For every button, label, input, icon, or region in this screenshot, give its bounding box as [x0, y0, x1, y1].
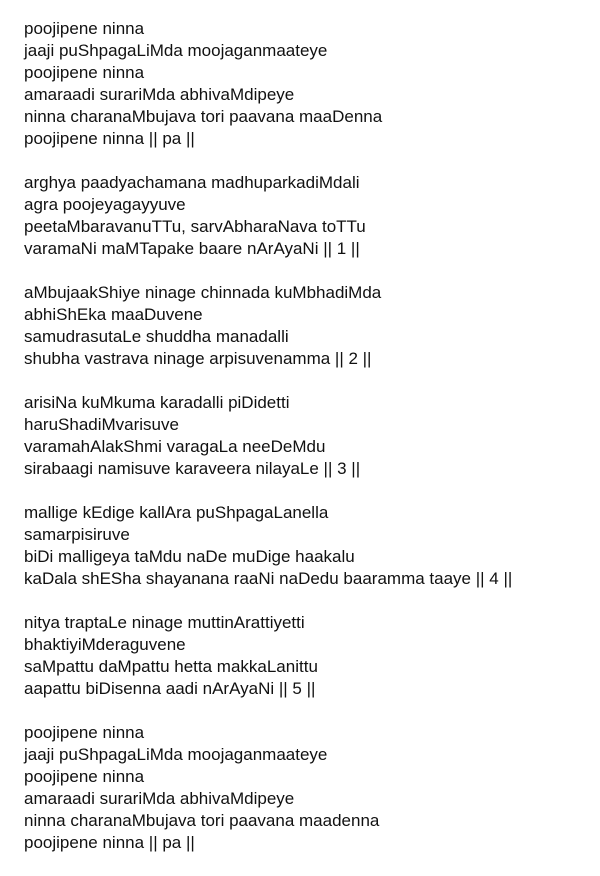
- lyric-line: shubha vastrava ninage arpisuvenamma || 2 ||: [24, 349, 372, 368]
- lyric-line: samarpisiruve: [24, 525, 130, 544]
- lyric-line: nitya traptaLe ninage muttinArattiyetti: [24, 613, 305, 632]
- lyric-line: amaraadi surariMda abhivaMdipeye: [24, 789, 295, 808]
- lyric-line: biDi malligeya taMdu naDe muDige haakalu: [24, 547, 355, 566]
- stanza-3: [24, 392, 594, 480]
- lyric-line: varamahAlakShmi varagaLa neeDeMdu: [24, 437, 326, 456]
- stanza-4: [24, 502, 594, 590]
- lyric-line: aMbujaakShiye ninage chinnada kuMbhadiMda: [24, 283, 382, 302]
- lyric-line: jaaji puShpagaLiMda moojaganmaateye: [24, 41, 328, 60]
- lyric-line: jaaji puShpagaLiMda moojaganmaateye: [24, 745, 328, 764]
- lyric-line: poojipene ninna || pa ||: [24, 833, 195, 852]
- lyric-line: haruShadiMvarisuve: [24, 415, 179, 434]
- lyric-line: bhaktiyiMderaguvene: [24, 635, 186, 654]
- stanza-2: [24, 282, 594, 370]
- stanza-pallavi-repeat: [24, 722, 594, 854]
- lyric-line: abhiShEka maaDuvene: [24, 305, 203, 324]
- lyric-line: peetaMbaravanuTTu, sarvAbharaNava toTTu: [24, 217, 366, 236]
- lyric-line: aapattu biDisenna aadi nArAyaNi || 5 ||: [24, 679, 316, 698]
- lyric-line: poojipene ninna: [24, 19, 145, 38]
- lyric-line: poojipene ninna || pa ||: [24, 129, 195, 148]
- lyric-line: poojipene ninna: [24, 723, 145, 742]
- stanza-1: [24, 172, 594, 260]
- stanza-pallavi: [24, 18, 594, 150]
- lyric-line: arisiNa kuMkuma karadalli piDidetti: [24, 393, 290, 412]
- lyric-line: saMpattu daMpattu hetta makkaLanittu: [24, 657, 318, 676]
- lyric-line: ninna charanaMbujava tori paavana maaDenna: [24, 107, 383, 126]
- lyric-line: kaDala shESha shayanana raaNi naDedu baaramma taaye || 4 ||: [24, 569, 513, 588]
- lyric-line: arghya paadyachamana madhuparkadiMdali: [24, 173, 360, 192]
- lyric-line: amaraadi surariMda abhivaMdipeye: [24, 85, 295, 104]
- song-lyrics-document: [24, 18, 594, 876]
- lyric-line: sirabaagi namisuve karaveera nilayaLe || 3 ||: [24, 459, 361, 478]
- lyric-line: samudrasutaLe shuddha manadalli: [24, 327, 289, 346]
- lyric-line: poojipene ninna: [24, 63, 145, 82]
- lyric-line: mallige kEdige kallAra puShpagaLanella: [24, 503, 329, 522]
- lyric-line: ninna charanaMbujava tori paavana maadenna: [24, 811, 380, 830]
- lyric-line: agra poojeyagayyuve: [24, 195, 186, 214]
- lyric-line: varamaNi maMTapake baare nArAyaNi || 1 ||: [24, 239, 360, 258]
- stanza-5: [24, 612, 594, 700]
- lyric-line: poojipene ninna: [24, 767, 145, 786]
